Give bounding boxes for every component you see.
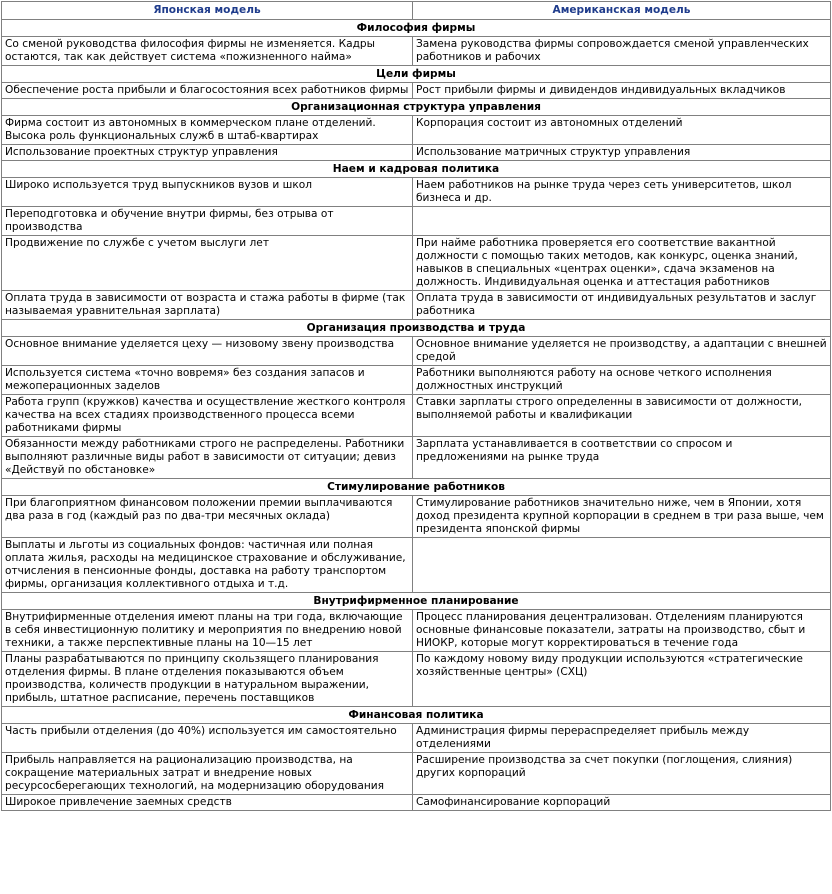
- table-row: [2, 37, 831, 66]
- section-header-row: [2, 161, 831, 178]
- section-title: Организация производства и труда: [2, 320, 831, 337]
- japanese-cell: Работа групп (кружков) качества и осуществление жесткого контроля качества на всех стадиях производственного процесса всеми работниками фирмы: [2, 395, 413, 437]
- section-header-row: [2, 479, 831, 496]
- japanese-cell: Широкое привлечение заемных средств: [2, 795, 413, 811]
- table-row: [2, 795, 831, 811]
- japanese-cell: Фирма состоит из автономных в коммерческом плане отделений. Высока роль функциональных служб в штаб-квартирах: [2, 116, 413, 145]
- table-row: [2, 437, 831, 479]
- table-row: [2, 291, 831, 320]
- american-cell: Расширение производства за счет покупки (поглощения, слияния) других корпораций: [413, 753, 831, 795]
- american-cell: [413, 207, 831, 236]
- section-header-row: [2, 707, 831, 724]
- section-header-row: [2, 66, 831, 83]
- japanese-cell: Со сменой руководства философия фирмы не изменяется. Кадры остаются, так как действует система «пожизненного найма»: [2, 37, 413, 66]
- american-cell: Рост прибыли фирмы и дивидендов индивидуальных вкладчиков: [413, 83, 831, 99]
- section-title: Стимулирование работников: [2, 479, 831, 496]
- japanese-cell: Обеспечение роста прибыли и благосостояния всех работников фирмы: [2, 83, 413, 99]
- table-row: [2, 724, 831, 753]
- japanese-cell: При благоприятном финансовом положении премии выплачиваются два раза в год (каждый раз по два-три месячных оклада): [2, 496, 413, 538]
- japanese-cell: Внутрифирменные отделения имеют планы на три года, включающие в себя инвестиционную политику и мероприятия по внедрению новой техники, а также перспективные планы на 10—15 лет: [2, 610, 413, 652]
- japanese-cell: Планы разрабатываются по принципу скользящего планирования отделения фирмы. В плане отделения показываются объем производства, количеств продукции в натуральном выражении, прибыль, штатное расписание, перечень поставщиков: [2, 652, 413, 707]
- table-row: [2, 207, 831, 236]
- table-row: [2, 395, 831, 437]
- japanese-cell: Оплата труда в зависимости от возраста и стажа работы в фирме (так называемая уравнительная зарплата): [2, 291, 413, 320]
- table-row: [2, 83, 831, 99]
- american-cell: При найме работника проверяется его соответствие вакантной должности с помощью таких методов, как конкурс, оценка знаний, навыков в специальных «центрах оценки», сдача экзаменов на должность. Индивидуальная оценка и аттестация работников: [413, 236, 831, 291]
- japanese-cell: Используется система «точно вовремя» без создания запасов и межоперационных заделов: [2, 366, 413, 395]
- japanese-cell: Основное внимание уделяется цеху — низовому звену производства: [2, 337, 413, 366]
- japanese-cell: Широко используется труд выпускников вузов и школ: [2, 178, 413, 207]
- american-cell: Самофинансирование корпораций: [413, 795, 831, 811]
- table-row: [2, 652, 831, 707]
- japanese-cell: Использование проектных структур управления: [2, 145, 413, 161]
- american-cell: Зарплата устанавливается в соответствии со спросом и предложениями на рынке труда: [413, 437, 831, 479]
- table-row: [2, 753, 831, 795]
- american-cell: Основное внимание уделяется не производству, а адаптации с внешней средой: [413, 337, 831, 366]
- table-row: [2, 236, 831, 291]
- header-american: Американская модель: [413, 2, 831, 20]
- american-cell: Наем работников на рынке труда через сеть университетов, школ бизнеса и др.: [413, 178, 831, 207]
- american-cell: По каждому новому виду продукции используются «стратегические хозяйственные центры» (СХЦ): [413, 652, 831, 707]
- section-title: Финансовая политика: [2, 707, 831, 724]
- section-header-row: [2, 20, 831, 37]
- table-body: [2, 20, 831, 811]
- american-cell: Оплата труда в зависимости от индивидуальных результатов и заслуг работника: [413, 291, 831, 320]
- american-cell: Использование матричных структур управления: [413, 145, 831, 161]
- table-row: [2, 538, 831, 593]
- section-title: Цели фирмы: [2, 66, 831, 83]
- header-row: [2, 2, 831, 20]
- section-title: Внутрифирменное планирование: [2, 593, 831, 610]
- japanese-cell: Переподготовка и обучение внутри фирмы, без отрыва от производства: [2, 207, 413, 236]
- section-title: Организационная структура управления: [2, 99, 831, 116]
- table-row: [2, 496, 831, 538]
- american-cell: Стимулирование работников значительно ниже, чем в Японии, хотя доход президента крупной корпорации в среднем в три раза выше, чем президента японской фирмы: [413, 496, 831, 538]
- comparison-table: [1, 1, 831, 811]
- table-row: [2, 610, 831, 652]
- japanese-cell: Выплаты и льготы из социальных фондов: частичная или полная оплата жилья, расходы на медицинское страхование и обслуживание, отчисления в пенсионные фонды, доставка на работу транспортом фирмы, организация коллективного отдыха и т.д.: [2, 538, 413, 593]
- american-cell: Администрация фирмы перераспределяет прибыль между отделениями: [413, 724, 831, 753]
- table-row: [2, 178, 831, 207]
- section-header-row: [2, 320, 831, 337]
- table-row: [2, 337, 831, 366]
- section-title: Философия фирмы: [2, 20, 831, 37]
- section-header-row: [2, 593, 831, 610]
- table-row: [2, 366, 831, 395]
- japanese-cell: Часть прибыли отделения (до 40%) используется им самостоятельно: [2, 724, 413, 753]
- japanese-cell: Продвижение по службе с учетом выслуги лет: [2, 236, 413, 291]
- section-title: Наем и кадровая политика: [2, 161, 831, 178]
- american-cell: Ставки зарплаты строго определенны в зависимости от должности, выполняемой работы и квалификации: [413, 395, 831, 437]
- japanese-cell: Прибыль направляется на рационализацию производства, на сокращение материальных затрат и внедрение новых ресурсосберегающих технологий, на модернизацию оборудования: [2, 753, 413, 795]
- american-cell: Процесс планирования децентрализован. Отделениям планируются основные финансовые показатели, затраты на производство, сбыт и НИОКР, которые могут корректироваться в течение года: [413, 610, 831, 652]
- american-cell: Работники выполняются работу на основе четкого исполнения должностных инструкций: [413, 366, 831, 395]
- table-row: [2, 116, 831, 145]
- header-japanese: Японская модель: [2, 2, 413, 20]
- japanese-cell: Обязанности между работниками строго не распределены. Работники выполняют различные виды работ в зависимости от ситуации; девиз «Действуй по обстановке»: [2, 437, 413, 479]
- section-header-row: [2, 99, 831, 116]
- american-cell: Корпорация состоит из автономных отделений: [413, 116, 831, 145]
- american-cell: Замена руководства фирмы сопровождается сменой управленческих работников и рабочих: [413, 37, 831, 66]
- american-cell: [413, 538, 831, 593]
- table-row: [2, 145, 831, 161]
